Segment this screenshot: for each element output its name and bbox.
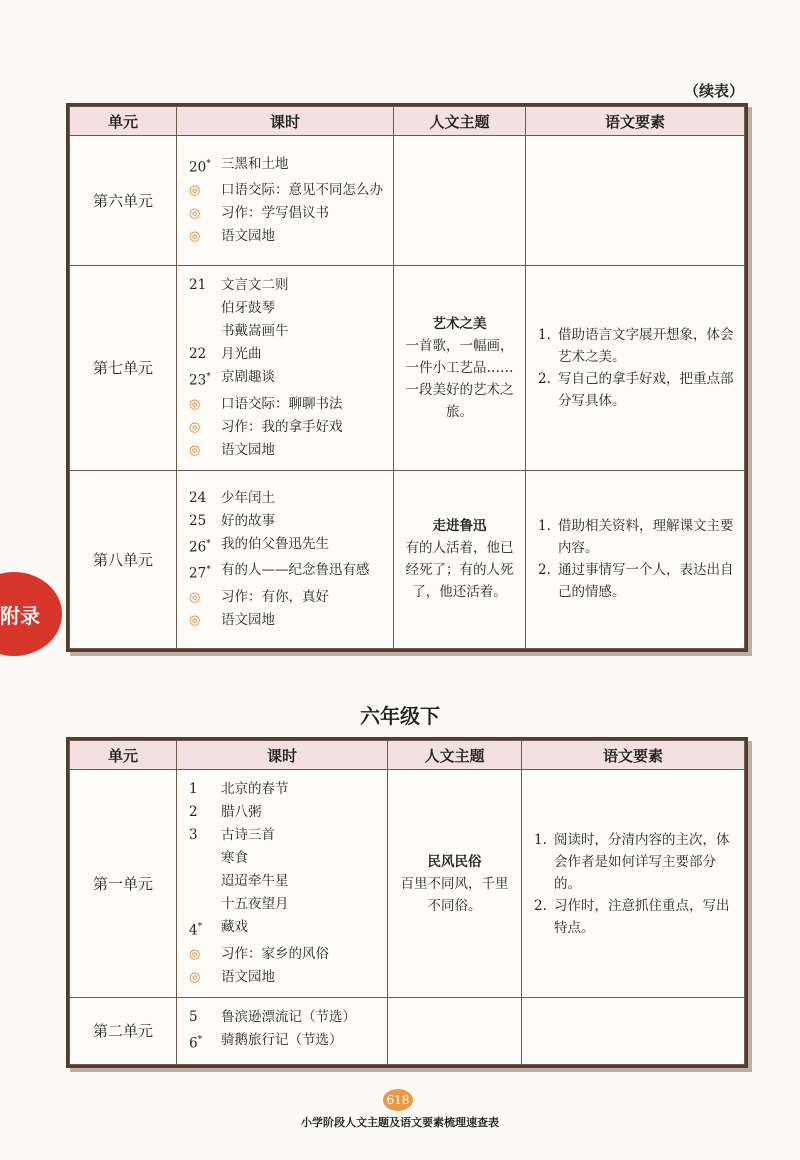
lesson-number-value: 26 — [189, 539, 207, 555]
element-number: 1. — [538, 518, 551, 534]
lesson-number — [189, 1006, 221, 1029]
double-circle-icon: ◎ — [189, 589, 201, 605]
lesson-number — [189, 824, 221, 847]
lesson-item — [189, 343, 385, 366]
lesson-title: 寒食 — [221, 850, 248, 867]
header-theme: 人文主题 — [394, 107, 526, 136]
lesson-item — [189, 870, 379, 893]
lesson-item — [189, 559, 385, 586]
header-lessons: 课时 — [177, 741, 388, 770]
lesson-title: 语文园地 — [221, 611, 275, 628]
lesson-item — [189, 297, 385, 320]
unit-cell: 第八单元 — [70, 470, 177, 648]
lesson-item — [189, 1029, 379, 1056]
appendix-tab-label: 附录 — [0, 603, 40, 628]
lesson-item — [189, 609, 385, 632]
element-number: 2. — [538, 562, 551, 578]
theme-title: 艺术之美 — [432, 315, 487, 332]
optional-lesson-star: * — [206, 372, 211, 382]
lesson-number-value: 27 — [189, 565, 207, 582]
optional-lesson-star: * — [206, 158, 211, 169]
element-number: 1. — [534, 831, 547, 848]
lesson-number-value: 23 — [189, 372, 207, 389]
lesson-item — [189, 439, 385, 462]
elements-cell — [526, 266, 745, 471]
table-row — [70, 266, 745, 471]
lesson-title: 习作：学写倡议书 — [221, 205, 329, 222]
element-item — [538, 559, 734, 603]
lessons-cell — [177, 136, 394, 266]
lessons-cell — [177, 266, 394, 471]
theme-title: 走进鲁迅 — [432, 518, 487, 534]
lesson-item — [189, 366, 385, 393]
lessons-cell — [177, 998, 388, 1065]
theme-cell — [388, 998, 522, 1065]
lesson-number — [189, 559, 221, 586]
theme-text: 百里不同风，千里不同俗。 — [400, 875, 509, 914]
lesson-item — [189, 320, 385, 343]
elements-cell — [526, 136, 745, 266]
lesson-title: 口语交际：聊聊书法 — [221, 395, 343, 412]
lesson-item — [189, 778, 379, 801]
element-text: 借助语言文字展开想象，体会艺术之美。 — [558, 326, 734, 365]
theme-cell — [394, 136, 526, 266]
optional-lesson-star: * — [206, 538, 211, 549]
lesson-title: 书戴嵩画牛 — [221, 323, 289, 339]
header-theme: 人文主题 — [388, 741, 522, 770]
lesson-number — [189, 343, 221, 366]
element-item — [538, 515, 734, 559]
table-grade6-upper — [66, 103, 748, 652]
lesson-number — [189, 533, 221, 560]
page-footer: 小学阶段人文主题及语文要素梳理速查表 — [301, 1116, 499, 1129]
lesson-item — [189, 824, 379, 847]
lesson-title: 腊八粥 — [221, 804, 262, 821]
lesson-title: 古诗三首 — [221, 827, 275, 844]
double-circle-icon: ◎ — [189, 229, 201, 245]
lesson-item — [189, 510, 385, 533]
element-text: 写自己的拿手好戏，把重点部分写具体。 — [558, 370, 734, 409]
lesson-item — [189, 225, 385, 248]
element-text: 通过事情写一个人，表达出自己的情感。 — [558, 562, 734, 600]
lesson-number-value: 24 — [189, 489, 207, 506]
table-row — [70, 998, 745, 1065]
theme-cell — [394, 266, 526, 471]
lesson-item — [189, 586, 385, 609]
element-number: 1. — [538, 326, 551, 343]
lesson-number-value: 3 — [189, 827, 198, 844]
lesson-number — [189, 366, 221, 393]
double-circle-icon: ◎ — [189, 419, 201, 435]
header-unit: 单元 — [70, 741, 177, 770]
lesson-item — [189, 487, 385, 510]
lesson-title: 鲁滨逊漂流记（节选） — [221, 1009, 356, 1025]
lesson-title: 口语交际：意见不同怎么办 — [221, 182, 383, 199]
lesson-item — [189, 893, 379, 916]
lesson-title: 迢迢牵牛星 — [221, 873, 289, 890]
section-title: 六年级下 — [360, 704, 440, 728]
lesson-title: 月光曲 — [221, 346, 262, 362]
lesson-item — [189, 847, 379, 870]
elements-cell — [526, 470, 745, 648]
page-number-badge — [383, 1089, 413, 1111]
elements-cell — [522, 770, 745, 998]
unit-cell: 第一单元 — [70, 770, 177, 998]
lesson-title: 语文园地 — [221, 441, 275, 458]
double-circle-icon: ◎ — [189, 396, 201, 412]
theme-text: 有的人活着，他已经死了；有的人死了，他还活着。 — [405, 540, 514, 600]
lesson-number-value: 25 — [189, 512, 207, 529]
element-item — [534, 829, 734, 895]
lesson-title: 好的故事 — [221, 512, 275, 529]
lesson-number — [189, 510, 221, 533]
unit-cell: 第二单元 — [70, 998, 177, 1065]
lesson-title: 语文园地 — [221, 228, 275, 245]
lesson-title: 我的伯父鲁迅先生 — [221, 535, 329, 552]
theme-cell — [394, 470, 526, 648]
header-unit: 单元 — [70, 107, 177, 136]
double-circle-icon: ◎ — [189, 183, 201, 199]
lesson-title: 习作：有你，真好 — [221, 588, 329, 605]
lessons-cell — [177, 770, 388, 998]
lesson-title: 语文园地 — [221, 968, 275, 985]
table-grade6-lower — [66, 737, 748, 1068]
lesson-title: 少年闰土 — [221, 489, 275, 506]
lesson-number — [189, 1029, 221, 1056]
unit-cell: 第六单元 — [70, 136, 177, 266]
lesson-item — [189, 533, 385, 560]
lesson-item — [189, 966, 379, 989]
header-lessons: 课时 — [177, 107, 394, 136]
theme-text: 一首歌，一幅画，一件小工艺品……一段美好的艺术之旅。 — [405, 337, 514, 420]
header-elements: 语文要素 — [526, 107, 745, 136]
lesson-number-value: 1 — [189, 781, 198, 798]
lesson-title: 骑鹅旅行记（节选） — [221, 1032, 343, 1048]
element-item — [538, 324, 734, 368]
continued-label: （续表） — [683, 82, 744, 100]
lesson-title: 北京的春节 — [221, 781, 289, 798]
double-circle-icon: ◎ — [189, 969, 201, 985]
lesson-number-value: 4 — [189, 922, 198, 939]
theme-title: 民风民俗 — [427, 853, 482, 870]
lesson-title: 文言文二则 — [221, 277, 289, 293]
lesson-title: 有的人——纪念鲁迅有感 — [221, 562, 370, 578]
lesson-number-value: 20 — [189, 159, 207, 176]
elements-cell — [522, 998, 745, 1065]
header-elements: 语文要素 — [522, 741, 745, 770]
lesson-title: 京剧趣谈 — [221, 369, 275, 385]
optional-lesson-star: * — [197, 1035, 203, 1045]
element-item — [534, 895, 734, 939]
lesson-number-value: 22 — [189, 346, 207, 362]
lesson-item — [189, 393, 385, 416]
lesson-item — [189, 943, 379, 966]
lesson-item — [189, 416, 385, 439]
lesson-item — [189, 801, 379, 824]
lesson-item — [189, 179, 385, 202]
lesson-title: 习作：我的拿手好戏 — [221, 418, 343, 435]
element-number: 2. — [538, 370, 551, 387]
lesson-title: 十五夜望月 — [221, 896, 289, 913]
element-text: 阅读时，分清内容的主次，体会作者是如何详写主要部分的。 — [554, 831, 730, 892]
lesson-number-value: 2 — [189, 804, 198, 821]
unit-cell: 第七单元 — [70, 266, 177, 471]
double-circle-icon: ◎ — [189, 442, 201, 458]
element-item — [538, 368, 734, 412]
lesson-number — [189, 153, 221, 180]
optional-lesson-star: * — [206, 565, 211, 575]
page-number: 618 — [386, 1093, 410, 1107]
lessons-cell — [177, 470, 394, 648]
element-text: 借助相关资料，理解课文主要内容。 — [558, 518, 734, 556]
lesson-item — [189, 202, 385, 225]
element-text: 习作时，注意抓住重点，写出特点。 — [554, 897, 730, 936]
lesson-title: 习作：家乡的风俗 — [221, 945, 329, 962]
theme-cell — [388, 770, 522, 998]
element-number: 2. — [534, 897, 547, 914]
lesson-title: 藏戏 — [221, 919, 248, 936]
lesson-title: 三黑和土地 — [221, 155, 289, 172]
lesson-item — [189, 153, 385, 180]
lesson-number — [189, 801, 221, 824]
lesson-item — [189, 274, 385, 297]
table-row — [70, 470, 745, 648]
lesson-number — [189, 487, 221, 510]
table-row — [70, 770, 745, 998]
table-row — [70, 136, 745, 266]
lesson-title: 伯牙鼓琴 — [221, 300, 275, 316]
optional-lesson-star: * — [197, 922, 203, 933]
double-circle-icon: ◎ — [189, 612, 201, 628]
appendix-side-tab — [0, 572, 62, 656]
double-circle-icon: ◎ — [189, 946, 201, 962]
lesson-number — [189, 274, 221, 297]
lesson-number — [189, 778, 221, 801]
lesson-number-value: 6 — [189, 1035, 198, 1052]
lesson-number-value: 5 — [189, 1009, 198, 1025]
lesson-number-value: 21 — [189, 277, 207, 293]
double-circle-icon: ◎ — [189, 206, 201, 222]
lesson-item — [189, 1006, 379, 1029]
lesson-number — [189, 916, 221, 943]
lesson-item — [189, 916, 379, 943]
